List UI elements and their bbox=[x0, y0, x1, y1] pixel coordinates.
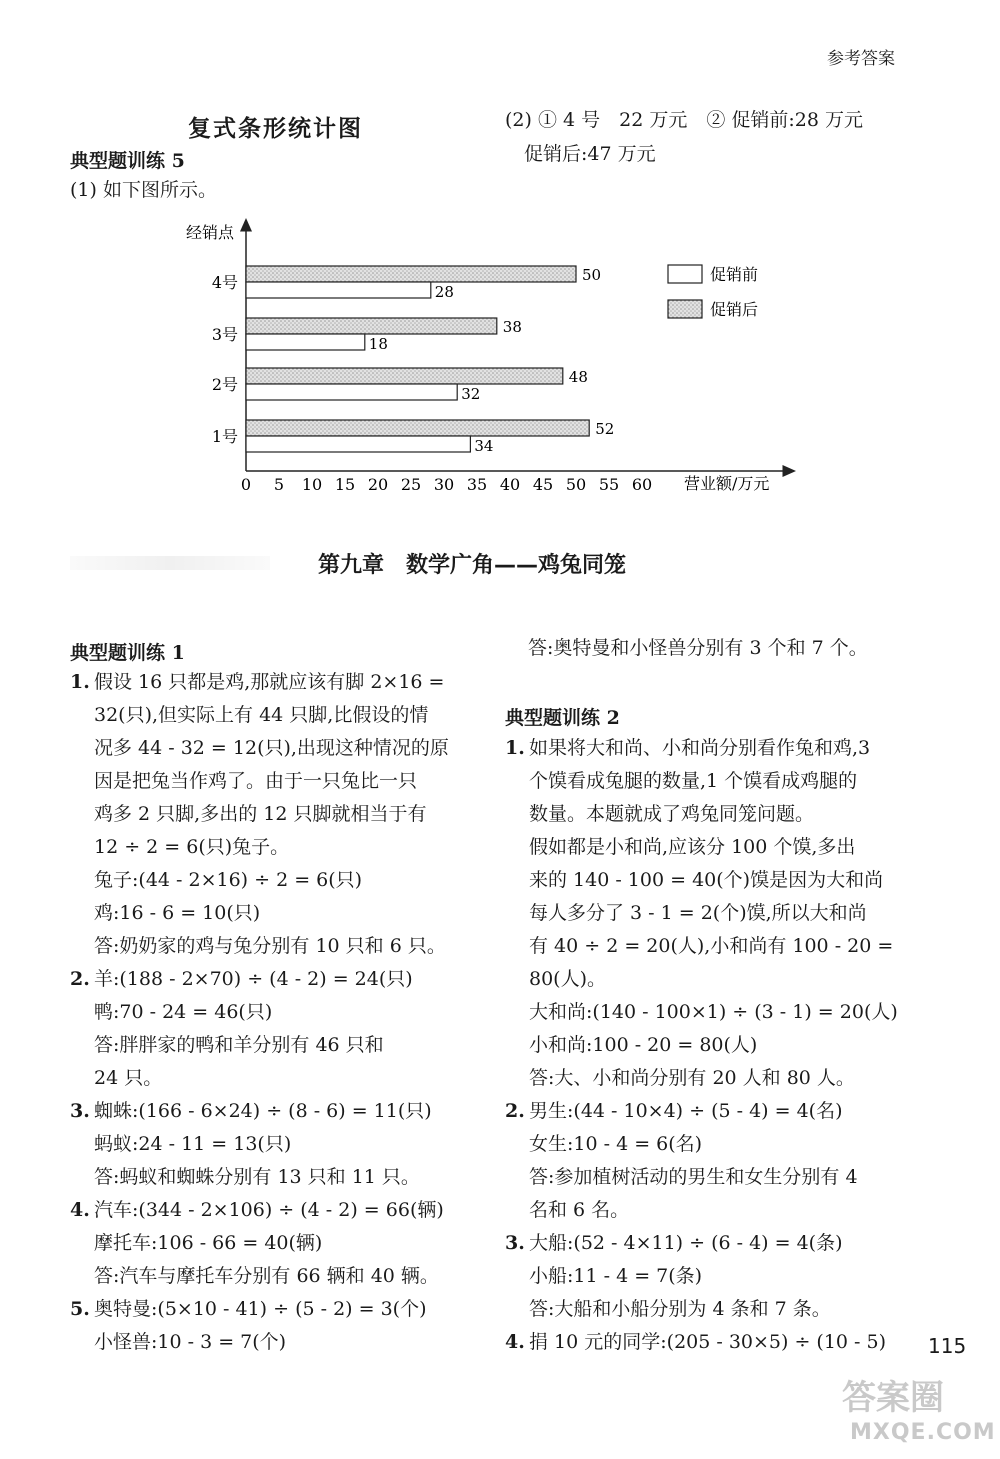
line-text: 小和尚:100 - 20 = 80(人) bbox=[529, 1034, 758, 1056]
line-text: 女生:10 - 4 = 6(名) bbox=[529, 1133, 703, 1155]
text-line bbox=[505, 996, 898, 1029]
line-text: 名和 6 名。 bbox=[529, 1199, 630, 1221]
bar-value-label: 32 bbox=[461, 385, 481, 403]
line-text: 有 40 ÷ 2 = 20(人),小和尚有 100 - 20 = bbox=[529, 935, 894, 957]
bar-value-label: 38 bbox=[502, 318, 522, 336]
x-tick-label: 15 bbox=[334, 475, 356, 494]
line-text: 蚂蚁:24 - 11 = 13(只) bbox=[94, 1133, 292, 1155]
line-text: 因是把兔当作鸡了。由于一只兔比一只 bbox=[94, 770, 418, 792]
part2-line2: 促销后:47 万元 bbox=[524, 143, 656, 165]
bar-value-label: 18 bbox=[368, 335, 388, 353]
line-text: 况多 44 - 32 = 12(只),出现这种情况的原 bbox=[94, 737, 449, 759]
line-text: 捐 10 元的同学:(205 - 30×5) ÷ (10 - 5) bbox=[529, 1331, 887, 1353]
exercise-5-title: 典型题训练 5 bbox=[70, 150, 185, 172]
text-line bbox=[505, 1029, 898, 1062]
text-line bbox=[505, 1194, 898, 1227]
text-line bbox=[70, 996, 449, 1029]
x-axis-label: 营业额/万元 bbox=[684, 474, 770, 493]
bar-value-label: 52 bbox=[595, 420, 615, 438]
line-text: 奥特曼:(5×10 - 41) ÷ (5 - 2) = 3(个) bbox=[94, 1298, 427, 1320]
bar-after-promotion bbox=[246, 318, 497, 334]
text-line bbox=[70, 1227, 449, 1260]
bar-value-label: 48 bbox=[568, 368, 588, 386]
line-text: 每人多分了 3 - 1 = 2(个)馍,所以大和尚 bbox=[529, 902, 867, 924]
page-number: 115 bbox=[928, 1334, 967, 1358]
part1-text: (1) 如下图所示。 bbox=[70, 179, 217, 201]
section-title: 复式条形统计图 bbox=[188, 115, 363, 142]
x-tick-label: 60 bbox=[631, 475, 653, 494]
category-label: 2号 bbox=[211, 375, 238, 394]
text-line bbox=[70, 1161, 449, 1194]
bar-after-promotion bbox=[246, 368, 563, 384]
text-line bbox=[70, 732, 449, 765]
line-text: 鸭:70 - 24 = 46(只) bbox=[94, 1001, 273, 1023]
legend-label-after: 促销后 bbox=[710, 300, 759, 319]
x-tick-label: 25 bbox=[400, 475, 422, 494]
item-number: 1. bbox=[70, 671, 90, 693]
line-text: 大船:(52 - 4×11) ÷ (6 - 4) = 4(条) bbox=[529, 1232, 843, 1254]
bar-value-label: 50 bbox=[582, 266, 602, 284]
legend-swatch-after bbox=[668, 300, 702, 318]
bar-before-promotion bbox=[246, 334, 365, 350]
chapter-title: 第九章 数学广角——鸡兔同笼 bbox=[318, 553, 627, 578]
text-line bbox=[70, 831, 449, 864]
line-text: 24 只。 bbox=[94, 1067, 163, 1089]
x-tick-label: 30 bbox=[433, 475, 455, 494]
category-label: 3号 bbox=[211, 325, 238, 344]
line-text: 假设 16 只都是鸡,那就应该有脚 2×16 = bbox=[94, 671, 445, 693]
legend-swatch-before bbox=[668, 265, 702, 283]
x-tick-label: 20 bbox=[367, 475, 389, 494]
line-text: 如果将大和尚、小和尚分别看作兔和鸡,3 bbox=[529, 737, 871, 759]
bar-chart bbox=[0, 0, 1000, 520]
text-line bbox=[70, 963, 449, 996]
text-line bbox=[505, 1293, 898, 1326]
exercise-2-title: 典型题训练 2 bbox=[505, 707, 620, 729]
right-carry-line: 答:奥特曼和小怪兽分别有 3 个和 7 个。 bbox=[528, 637, 868, 659]
line-text: 数量。本题就成了鸡兔同笼问题。 bbox=[529, 803, 815, 825]
text-line bbox=[70, 1260, 449, 1293]
watermark-logo: 答案圈 bbox=[842, 1378, 944, 1418]
item-number: 2. bbox=[70, 968, 90, 990]
right-column bbox=[505, 732, 898, 1359]
line-text: 答:奶奶家的鸡与兔分别有 10 只和 6 只。 bbox=[94, 935, 446, 957]
category-label: 1号 bbox=[211, 427, 238, 446]
bar-after-promotion bbox=[246, 266, 576, 282]
item-number: 5. bbox=[70, 1298, 90, 1320]
item-number: 1. bbox=[505, 737, 525, 759]
text-line bbox=[70, 897, 449, 930]
text-line bbox=[70, 864, 449, 897]
x-tick-label: 35 bbox=[466, 475, 488, 494]
text-line bbox=[505, 765, 898, 798]
exercise-1-title: 典型题训练 1 bbox=[70, 642, 185, 664]
line-text: 答:胖胖家的鸭和羊分别有 46 只和 bbox=[94, 1034, 384, 1056]
bar-before-promotion bbox=[246, 282, 431, 298]
item-number: 4. bbox=[70, 1199, 90, 1221]
text-line bbox=[505, 831, 898, 864]
line-text: 汽车:(344 - 2×106) ÷ (4 - 2) = 66(辆) bbox=[94, 1199, 444, 1221]
line-text: 答:大船和小船分别为 4 条和 7 条。 bbox=[529, 1298, 831, 1320]
text-line bbox=[505, 1326, 898, 1359]
item-number: 3. bbox=[70, 1100, 90, 1122]
text-line bbox=[70, 699, 449, 732]
x-tick-label: 55 bbox=[598, 475, 620, 494]
text-line bbox=[505, 864, 898, 897]
text-line bbox=[70, 930, 449, 963]
text-line bbox=[70, 1293, 449, 1326]
line-text: 来的 140 - 100 = 40(个)馍是因为大和尚 bbox=[529, 869, 884, 891]
y-axis-label: 经销点 bbox=[186, 223, 235, 242]
text-line bbox=[505, 1095, 898, 1128]
line-text: 32(只),但实际上有 44 只脚,比假设的情 bbox=[94, 704, 429, 726]
text-line bbox=[70, 1326, 449, 1359]
text-line bbox=[505, 798, 898, 831]
faint-decoration bbox=[70, 556, 270, 570]
x-tick-label: 5 bbox=[273, 475, 285, 494]
x-tick-label: 50 bbox=[565, 475, 587, 494]
line-text: 答:参加植树活动的男生和女生分别有 4 bbox=[529, 1166, 858, 1188]
text-line bbox=[505, 732, 898, 765]
text-line bbox=[505, 1062, 898, 1095]
text-line bbox=[505, 1128, 898, 1161]
line-text: 鸡:16 - 6 = 10(只) bbox=[94, 902, 261, 924]
left-column bbox=[70, 666, 449, 1359]
text-line bbox=[70, 798, 449, 831]
bar-value-label: 28 bbox=[434, 283, 454, 301]
line-text: 蜘蛛:(166 - 6×24) ÷ (8 - 6) = 11(只) bbox=[94, 1100, 432, 1122]
text-line bbox=[70, 1128, 449, 1161]
text-line bbox=[505, 930, 898, 963]
line-text: 羊:(188 - 2×70) ÷ (4 - 2) = 24(只) bbox=[94, 968, 413, 990]
line-text: 小怪兽:10 - 3 = 7(个) bbox=[94, 1331, 287, 1353]
x-tick-label: 40 bbox=[499, 475, 521, 494]
text-line bbox=[505, 963, 898, 996]
line-text: 个馍看成兔腿的数量,1 个馍看成鸡腿的 bbox=[529, 770, 858, 792]
text-line bbox=[70, 1062, 449, 1095]
item-number: 3. bbox=[505, 1232, 525, 1254]
text-line bbox=[505, 1161, 898, 1194]
line-text: 80(人)。 bbox=[529, 968, 607, 990]
text-line bbox=[70, 765, 449, 798]
page-header-label: 参考答案 bbox=[827, 49, 895, 69]
line-text: 答:汽车与摩托车分别有 66 辆和 40 辆。 bbox=[94, 1265, 439, 1287]
x-tick-label: 45 bbox=[532, 475, 554, 494]
line-text: 12 ÷ 2 = 6(只)兔子。 bbox=[94, 836, 290, 858]
bar-value-label: 34 bbox=[474, 437, 494, 455]
x-tick-label: 0 bbox=[240, 475, 252, 494]
text-line bbox=[70, 1194, 449, 1227]
line-text: 答:蚂蚁和蜘蛛分别有 13 只和 11 只。 bbox=[94, 1166, 420, 1188]
item-number: 4. bbox=[505, 1331, 525, 1353]
text-line bbox=[70, 1029, 449, 1062]
line-text: 摩托车:106 - 66 = 40(辆) bbox=[94, 1232, 323, 1254]
bar-before-promotion bbox=[246, 436, 470, 452]
text-line bbox=[505, 1227, 898, 1260]
legend-label-before: 促销前 bbox=[710, 265, 759, 284]
bar-before-promotion bbox=[246, 384, 457, 400]
line-text: 男生:(44 - 10×4) ÷ (5 - 4) = 4(名) bbox=[529, 1100, 843, 1122]
category-label: 4号 bbox=[211, 273, 238, 292]
line-text: 小船:11 - 4 = 7(条) bbox=[529, 1265, 703, 1287]
line-text: 兔子:(44 - 2×16) ÷ 2 = 6(只) bbox=[94, 869, 363, 891]
part2-line1: (2) ① 4 号 22 万元 ② 促销前:28 万元 bbox=[505, 109, 863, 131]
line-text: 鸡多 2 只脚,多出的 12 只脚就相当于有 bbox=[94, 803, 427, 825]
watermark-url: MXQE.COM bbox=[850, 1420, 996, 1445]
line-text: 答:大、小和尚分别有 20 人和 80 人。 bbox=[529, 1067, 855, 1089]
line-text: 假如都是小和尚,应该分 100 个馍,多出 bbox=[529, 836, 856, 858]
text-line bbox=[70, 1095, 449, 1128]
text-line bbox=[505, 897, 898, 930]
x-tick-label: 10 bbox=[301, 475, 323, 494]
item-number: 2. bbox=[505, 1100, 525, 1122]
text-line bbox=[505, 1260, 898, 1293]
text-line bbox=[70, 666, 449, 699]
bar-after-promotion bbox=[246, 420, 589, 436]
line-text: 大和尚:(140 - 100×1) ÷ (3 - 1) = 20(人) bbox=[529, 1001, 898, 1023]
